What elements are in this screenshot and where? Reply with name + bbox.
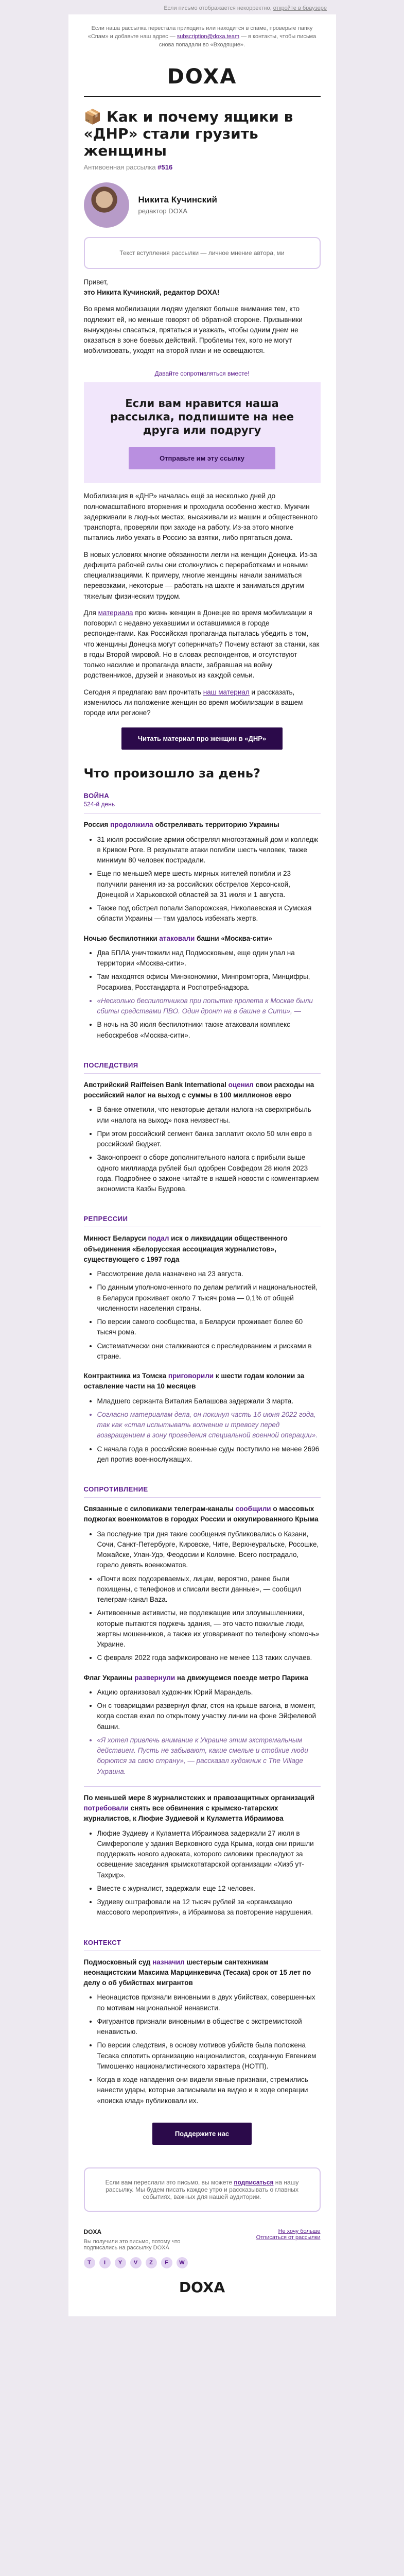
- p5-pre: Сегодня я предлагаю вам прочитать: [83, 688, 203, 696]
- section-tag: КОНТЕКСТ: [83, 1938, 121, 1946]
- issue-number: #516: [157, 163, 173, 171]
- news-headline: [84, 1673, 321, 1683]
- bullet-item: • 31 июля российские армии обстрелял многоэтажный дом и колледж в Кривом Роге. В результате атаки погибли шесть человек, также минимум 80 человек пострадали.: [97, 835, 321, 866]
- support-button[interactable]: Поддержите нас: [152, 2123, 252, 2145]
- bullet-item: • С февраля 2022 года зафиксировано не менее 113 таких случаев.: [97, 1653, 321, 1663]
- headline-link[interactable]: атаковали: [159, 934, 195, 942]
- headline-post: о массовых поджогах военкоматов в городах России и оккупированного Крыма: [83, 1505, 319, 1523]
- bullet-item: • Неонацистов признали виновными в двух убийствах, совершенных по мотивам национальной ненависти.: [97, 1992, 321, 2013]
- headline-post: свои расходы на российский налог на выход с суммы в 100 миллионов евро: [83, 1080, 314, 1099]
- bullet-item: • В банке отметили, что некоторые детали налога на сверхприбыль или «налога на выход» пока неизвестны.: [97, 1105, 321, 1126]
- headline-post: к шести годам колонии за оставление части на 10 месяцев: [83, 1372, 305, 1391]
- news-headline: [84, 1080, 321, 1101]
- news-bullets: [84, 1828, 321, 1918]
- author-name: Никита Кучинский: [138, 195, 217, 205]
- news-bullets: [84, 948, 321, 1041]
- bullet-item: • По версии следствия, в основу мотивов убийств была положена Тесака сплотить организацию националистов, созданную Евгением Тимошенко националистического характера (НОТП).: [97, 2040, 321, 2072]
- news-headline: [84, 1793, 321, 1824]
- headline-post: шестерым сантехникам неонацистским Максима Марцинкевича (Тесака) срок от 15 лет по делу о об убийствах мигрантов: [83, 1958, 311, 1987]
- forwarded-post: на нашу рассылку. Мы будем писать каждое утро и рассказывать о главных событиях, важных для нашей аудитории.: [106, 2178, 299, 2200]
- section-divider: [84, 813, 321, 814]
- news-item: [68, 1793, 336, 1927]
- footer-brand: DOXA: [83, 2228, 102, 2235]
- bullet-item: • По данным уполномоченного по делам религий и национальностей, в Беларуси проживает около 7 тысяч рома — 0,1% от общей численности населения страны.: [97, 1282, 321, 1314]
- preheader-email-link[interactable]: subscription@doxa.team: [177, 33, 240, 40]
- hero: [68, 97, 336, 171]
- headline-post: снять все обвинения с крымско-татарских журналистов, к Люфие Зудиевой и Куламетта Ибраимова: [83, 1804, 284, 1823]
- author-block: [68, 171, 336, 237]
- newsletter-container: [68, 14, 336, 2316]
- headline-pre: Австрийский Raiffeisen Bank International: [83, 1080, 229, 1089]
- cta-row: [68, 724, 336, 761]
- headline-pre: По меньшей мере 8 журналистских и правозащитных организаций: [83, 1793, 315, 1802]
- bullet-item: • «Несколько беспилотников при попытке пролета к Москве были сбиты средствами ПВО. Один дронт на в башне в Сити», —: [97, 996, 321, 1017]
- headline-link[interactable]: оценил: [228, 1080, 254, 1089]
- news-headline: [84, 1504, 321, 1525]
- share-link-button[interactable]: Отправьте им эту ссылку: [129, 447, 275, 469]
- social-icon[interactable]: Y: [115, 2257, 126, 2268]
- open-in-browser-link[interactable]: откройте в браузере: [273, 5, 327, 11]
- material-link[interactable]: материала: [98, 608, 133, 617]
- subscribe-link[interactable]: подписаться: [234, 2178, 274, 2186]
- headline-post: иск о ликвидации общественного объединения «Белорусская ассоциация журналистов», существующего с 1997 года: [83, 1234, 288, 1263]
- headline-link[interactable]: потребовали: [83, 1804, 129, 1812]
- p4-pre: Для: [83, 608, 98, 617]
- forwarded-pre: Если вам переслали это письмо, вы можете: [105, 2178, 234, 2186]
- topline: Если письмо отображается некорректно, откройте в браузере: [164, 5, 327, 11]
- bullet-item: • За последние три дня такие сообщения публиковались о Казани, Сочи, Санкт-Петербурге, Кировске, Чите, Верхнеуральске, Росошке, Можайске, Улан-Удэ, Феодосии и Коломне. Всего пострадало, горело девять военкоматов.: [97, 1529, 321, 1571]
- social-icon[interactable]: W: [177, 2257, 188, 2268]
- bullet-item: • Когда в ходе нападения они видели явные признаки, стремились нанести удары, которые записывали на видео и в ходе операции «поиска клад» публиковали их.: [97, 2075, 321, 2106]
- bullet-item: • Акцию организовал художник Юрий Марандель.: [97, 1687, 321, 1698]
- headline-link[interactable]: подал: [148, 1234, 169, 1243]
- headline-pre: Россия: [83, 821, 111, 829]
- headline-post: обстреливать территорию Украины: [153, 821, 279, 829]
- preheader: [68, 14, 336, 54]
- promo-note: Давайте сопротивляться вместе!: [154, 369, 250, 377]
- headline-pre: Ночью беспилотники: [83, 934, 160, 942]
- bullet-item: • Вместе с журналист, задержали еще 12 человек.: [97, 1884, 321, 1894]
- headline-link[interactable]: приговорили: [168, 1372, 214, 1380]
- bullet-item: • Зудиеву оштрафовали на 12 тысяч рублей за «организацию массового мероприятия», а Ибраимова за повторение нарушения.: [97, 1897, 321, 1918]
- paragraph-5: [84, 687, 321, 719]
- news-sections: [68, 792, 336, 2115]
- bullet-item: • Два БПЛА уничтожили над Подмосковьем, еще один упал на территории «Москва-сити».: [97, 948, 321, 969]
- social-icon[interactable]: V: [130, 2257, 142, 2268]
- author-role: редактор DOXA: [138, 207, 188, 215]
- support-row: [68, 2115, 336, 2156]
- news-bullets: [84, 1105, 321, 1194]
- bottom-spacer: [0, 2316, 404, 2337]
- bullet-item: • Фигурантов признали виновными в обществе с экстремистской ненавистью.: [97, 2016, 321, 2038]
- footer-link-1[interactable]: Не хочу больше: [278, 2228, 321, 2234]
- news-item: [68, 1957, 336, 2115]
- social-icon[interactable]: F: [161, 2257, 172, 2268]
- title-text: Как и почему ящики в «ДНР» стали грузить женщины: [83, 108, 293, 159]
- greeting: Привет,: [83, 278, 108, 286]
- news-headline: [84, 820, 321, 830]
- bullet-item: • «Почти всех подозреваемых, лицам, вероятно, ранее были похищены, с телефонов и списали вести данные», — сообщил телеграм-канал Baza.: [97, 1574, 321, 1605]
- section-tag: СОПРОТИВЛЕНИЕ: [83, 1485, 148, 1494]
- headline-pre: Контрактника из Томска: [83, 1372, 168, 1380]
- news-bullets: [84, 1396, 321, 1465]
- section-tag: ПОСЛЕДСТВИЯ: [83, 1061, 138, 1069]
- promo-title: Если вам нравится наша рассылка, подпишите на нее друга или подругу: [110, 397, 294, 437]
- story-body: [68, 483, 336, 718]
- forwarded-notice: [84, 2167, 321, 2212]
- social-icon[interactable]: T: [84, 2257, 95, 2268]
- footer-left-text: Вы получили это письмо, потому что подписались на рассылку DOXA: [83, 2238, 181, 2251]
- headline-post: башни «Москва-сити»: [195, 934, 272, 942]
- headline-pre: Связанные с силовиками телеграм-каналы: [83, 1505, 236, 1513]
- paragraph-4: [84, 608, 321, 681]
- p5-post: и рассказать, изменилось ли положение женщин во время мобилизации в вашем городе или регионе?: [83, 688, 303, 717]
- headline-pre: Минюст Беларуси: [83, 1234, 148, 1243]
- bullet-item: • Младшего сержанта Виталия Балашова задержали 3 марта.: [97, 1396, 321, 1406]
- unsubscribe-link[interactable]: Отписаться от рассылки: [256, 2234, 321, 2241]
- bullet-item: • Также под обстрел попали Запорожская, Николаевская и Сумская области Украины — там удалось избежать жертв.: [97, 903, 321, 924]
- headline-post: на движущемся поезде метро Парижа: [175, 1673, 308, 1682]
- box-emoji-icon: 📦: [83, 108, 102, 125]
- news-headline: [84, 1371, 321, 1392]
- bullet-item: • При этом российский сегмент банка заплатит около 50 млн евро в российский бюджет.: [97, 1129, 321, 1150]
- section-divider: [84, 1073, 321, 1074]
- social-icon[interactable]: I: [99, 2257, 111, 2268]
- news-item: [68, 1673, 336, 1786]
- social-links: [84, 2257, 321, 2268]
- section-subtitle: 524-й день: [83, 801, 115, 808]
- bullet-item: • Там находятся офисы Минэкономики, Минпромторга, Минцифры, Росархива, Росстандарта и Роспотребнадзора.: [97, 972, 321, 993]
- bullet-item: • По версии самого сообщества, в Беларуси проживает более 60 тысяч рома.: [97, 1317, 321, 1338]
- bullet-item: • Люфие Зудиеву и Куламетта Ибраимова задержали 27 июля в Симферополе у здания Верховного суда Крыма, когда они пришли поддержать нового адвоката, которого силовики преследуют за освещение заседания крымскотатарской организации «Хизб ут-Тахрир».: [97, 1828, 321, 1880]
- intro-disclaimer: Текст вступления рассылки — личное мнение автора, ми: [84, 237, 321, 269]
- footer: [68, 2223, 336, 2316]
- headline-link[interactable]: продолжила: [110, 821, 153, 829]
- bullet-item: • С начала года в российские военные суды поступило не менее 2696 дел против военнослужащих.: [97, 1444, 321, 1465]
- news-item: [68, 1371, 336, 1474]
- footer-logo: DOXA: [179, 2278, 225, 2296]
- news-item: [68, 820, 336, 933]
- news-bullets: [84, 1687, 321, 1777]
- news-bullets: [84, 1992, 321, 2106]
- bullet-item: • В ночь на 30 июля беспилотники также атаковали комплекс небоскребов «Москва-сити».: [97, 1020, 321, 1041]
- section-tag: РЕПРЕССИИ: [83, 1215, 128, 1223]
- doxa-logo-text: DOXA: [167, 64, 237, 89]
- bullet-item: • Еще по меньшей мере шесть мирных жителей погибли и 23 получили ранения из-за российских обстрелов Херсонской, Донецкой и Харьковской областей за 31 июля и 1 августа.: [97, 869, 321, 900]
- news-bullets: [84, 1529, 321, 1664]
- headline-link[interactable]: развернули: [134, 1673, 175, 1682]
- news-item: [68, 1504, 336, 1673]
- headline-pre: Подмосковный суд: [83, 1958, 153, 1966]
- issue-name: Антивоенная рассылка: [83, 163, 156, 171]
- p4-post: про жизнь женщин в Донецке во время мобилизации я поговорил с недавно уехавшими и оставшимися в городе респондентами. Как Российская пропаганда пыталась убедить в том, что женщины Донецка могут соперничать? Почему встают за станки, как в годы Второй мировой. Но в словах респондентов, и отсутствуют только насилие и пропаганда власти, забравшая на войну родственников, друзей и знакомых из каждой семьи.: [83, 608, 320, 680]
- news-item: [68, 1233, 336, 1371]
- avatar: [84, 182, 129, 228]
- section-tag: ВОЙНА: [83, 792, 110, 800]
- paragraph-2: Мобилизация в «ДНР» началась ещё за несколько дней до полномасштабного вторжения и проходила особенно жестко. Мужчин задерживали в людных местах, высаживали из машин и общественного транспорта, проверяли при заходе на работу. Из-за этого многие пытались либо уехать в Россию за взятки, либо прятаться дома.: [83, 492, 318, 542]
- social-icon[interactable]: Z: [146, 2257, 157, 2268]
- preheader-text: Если наша рассылка перестала приходить или находится в спаме, проверьте папку «Спам» и добавьте наш адрес —: [87, 25, 313, 40]
- intro-body: [68, 269, 336, 357]
- preheader-tail: — в контакты, чтобы письма снова попадали во «Входящие».: [159, 33, 317, 48]
- headline-link[interactable]: назначил: [152, 1958, 185, 1966]
- bullet-item: • Антивоенные активисты, не подлежащие или злоумышленники, которые пытаются поджечь здания, — это часто пожилые люди, жертвы мошенников, а также их уговаривают по телефону «помочь» Украине.: [97, 1608, 321, 1650]
- paragraph-3: В новых условиях многие обязанности легли на женщин Донецка. Из-за дефицита рабочей силы они столкнулись с переработками и новыми специализациями. К примеру, многие женщины начали заниматься перевозками, некоторые — работать на шахте и заниматься другим тяжелым физическим трудом.: [83, 550, 318, 600]
- signature: это Никита Кучинский, редактор DOXA!: [83, 289, 220, 297]
- bullet-item: • Законопроект о сборе дополнительного налога с прибыли выше одного миллиарда рублей был одобрен Совфедом 28 июля 2023 года. Подробнее о законе читайте в нашей новости с комментарием экономиста Казбы Будрова.: [97, 1153, 321, 1194]
- news-headline: [84, 1957, 321, 1989]
- news-headline: [84, 934, 321, 944]
- paragraph-1: Во время мобилизации людям уделяют больше внимания тем, кто подлежит ей, но меньше говорят об обратной стороне. Призывники вынуждены спасаться, прятаться и уезжать, чтобы одним днем не оказаться в зоне боевых действий. Проблемы тех, кого не могут мобилизовать, уходят на второй план и не освещаются.: [83, 305, 303, 355]
- headline-link[interactable]: сообщили: [235, 1505, 271, 1513]
- bullet-item: • Он с товарищами развернул флаг, стоя на крыше вагона, в момент, когда состав ехал по открытому участку линии на фоне Эйфелевой башни.: [97, 1701, 321, 1732]
- news-item: [68, 1080, 336, 1204]
- news-bullets: [84, 835, 321, 924]
- news-heading: Что произошло за день?: [83, 766, 260, 781]
- news-bullets: [84, 1269, 321, 1362]
- bullet-item: • Систематически они сталкиваются с преследованием и рисками в стране.: [97, 1341, 321, 1362]
- bullet-item: • «Я хотел привлечь внимание к Украине этим экстремальным действием. Пусть не забывают, какие смелые и стойкие люди борются за свою страну», — рассказал художник c The Village Украина.: [97, 1735, 321, 1777]
- headline-pre: Флаг Украины: [83, 1673, 135, 1682]
- bullet-item: • Согласно материалам дела, он покинул часть 16 июня 2022 года, так как «стал испытывать волнение и тревогу перед возвращением в зону проведения специальной военной операции».: [97, 1410, 321, 1441]
- logo[interactable]: [68, 54, 336, 96]
- page-title: [84, 108, 321, 159]
- promo-block: [84, 382, 321, 483]
- section-divider: [84, 1497, 321, 1498]
- news-item: [68, 934, 336, 1050]
- our-material-link[interactable]: наш материал: [203, 688, 250, 696]
- read-material-button[interactable]: Читать материал про женщин в «ДНР»: [121, 727, 283, 750]
- news-headline: [84, 1233, 321, 1265]
- section-divider: [84, 1786, 321, 1787]
- issue-label: [84, 163, 321, 171]
- bullet-item: • Рассмотрение дела назначено на 23 августа.: [97, 1269, 321, 1279]
